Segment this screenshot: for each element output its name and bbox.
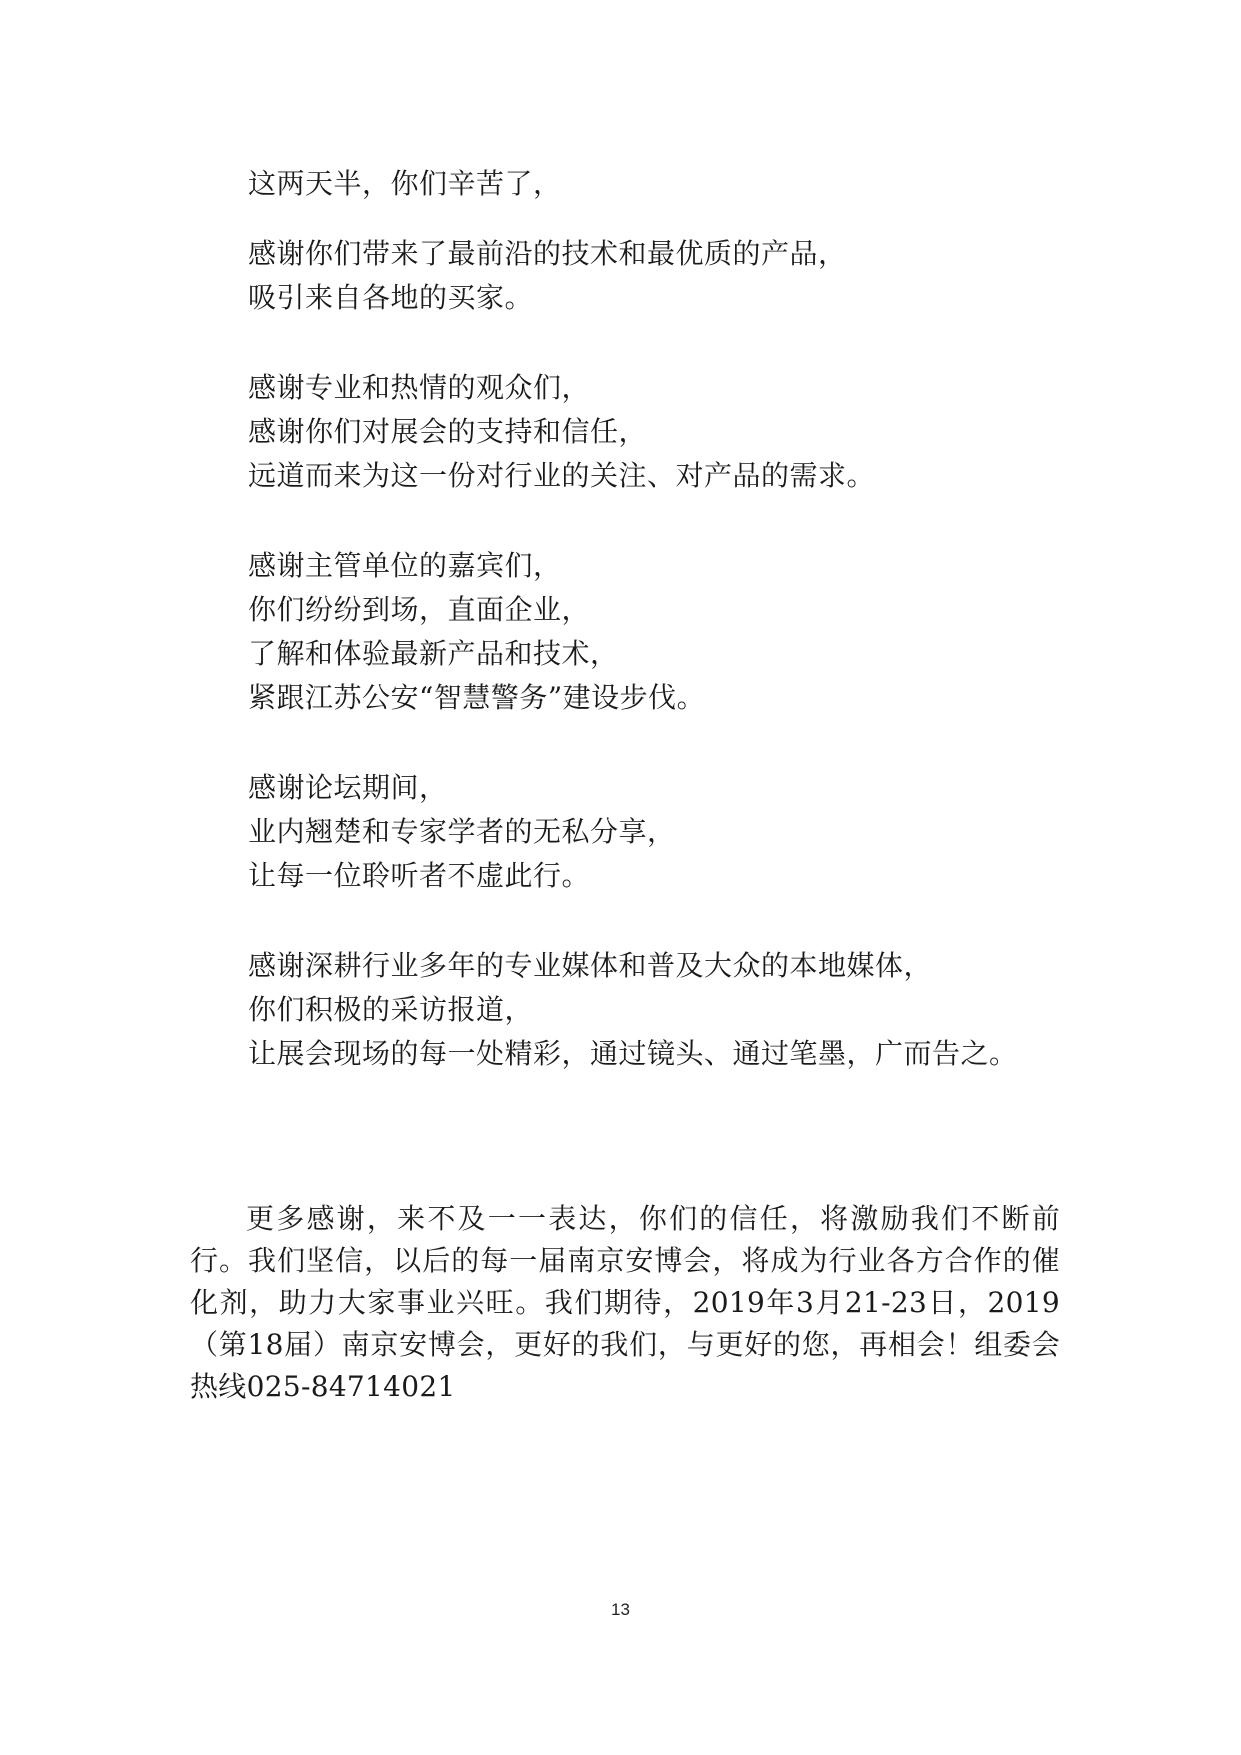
stanza-line: 感谢论坛期间， xyxy=(248,771,448,804)
stanza-line: 让展会现场的每一处精彩，通过镜头、通过笔墨，广而告之。 xyxy=(248,1037,1018,1070)
stanza-5 xyxy=(248,766,1148,898)
stanza-1 xyxy=(248,162,1148,206)
stanza-2 xyxy=(248,232,1148,320)
stanza-line: 这两天半，你们辛苦了， xyxy=(248,167,562,200)
page-number: 13 xyxy=(611,1600,630,1619)
stanza-line: 让每一位聆听者不虚此行。 xyxy=(248,859,591,892)
stanza-line: 感谢主管单位的嘉宾们， xyxy=(248,549,562,582)
stanza-3 xyxy=(248,366,1148,498)
stanza-line: 吸引来自各地的买家。 xyxy=(248,281,534,314)
stanza-line: 感谢深耕行业多年的专业媒体和普及大众的本地媒体， xyxy=(248,949,933,982)
stanza-line: 业内翘楚和专家学者的无私分享， xyxy=(248,815,676,848)
closing-paragraph: 更多感谢，来不及一一表达，你们的信任，将激励我们不断前行。我们坚信，以后的每一届南京安博会，将成为行业各方合作的催化剂，助力大家事业兴旺。我们期待，2019年3月21-23日，2019（第18届）南京安博会，更好的我们，与更好的您，再相会！组委会热线025-84714021 xyxy=(190,1202,1060,1403)
stanza-4 xyxy=(248,544,1148,720)
stanza-line: 你们纷纷到场，直面企业， xyxy=(248,593,591,626)
stanza-line: 紧跟江苏公安“智慧警务”建设步伐。 xyxy=(248,681,706,714)
stanza-line: 感谢你们对展会的支持和信任， xyxy=(248,415,648,448)
stanza-line: 感谢专业和热情的观众们， xyxy=(248,371,591,404)
thank-you-stanzas xyxy=(248,162,1148,1122)
stanza-line: 了解和体验最新产品和技术， xyxy=(248,637,619,670)
stanza-line: 感谢你们带来了最前沿的技术和最优质的产品， xyxy=(248,237,847,270)
stanza-6 xyxy=(248,944,1148,1076)
stanza-line: 远道而来为这一份对行业的关注、对产品的需求。 xyxy=(248,459,876,492)
stanza-line: 你们积极的采访报道， xyxy=(248,993,534,1026)
